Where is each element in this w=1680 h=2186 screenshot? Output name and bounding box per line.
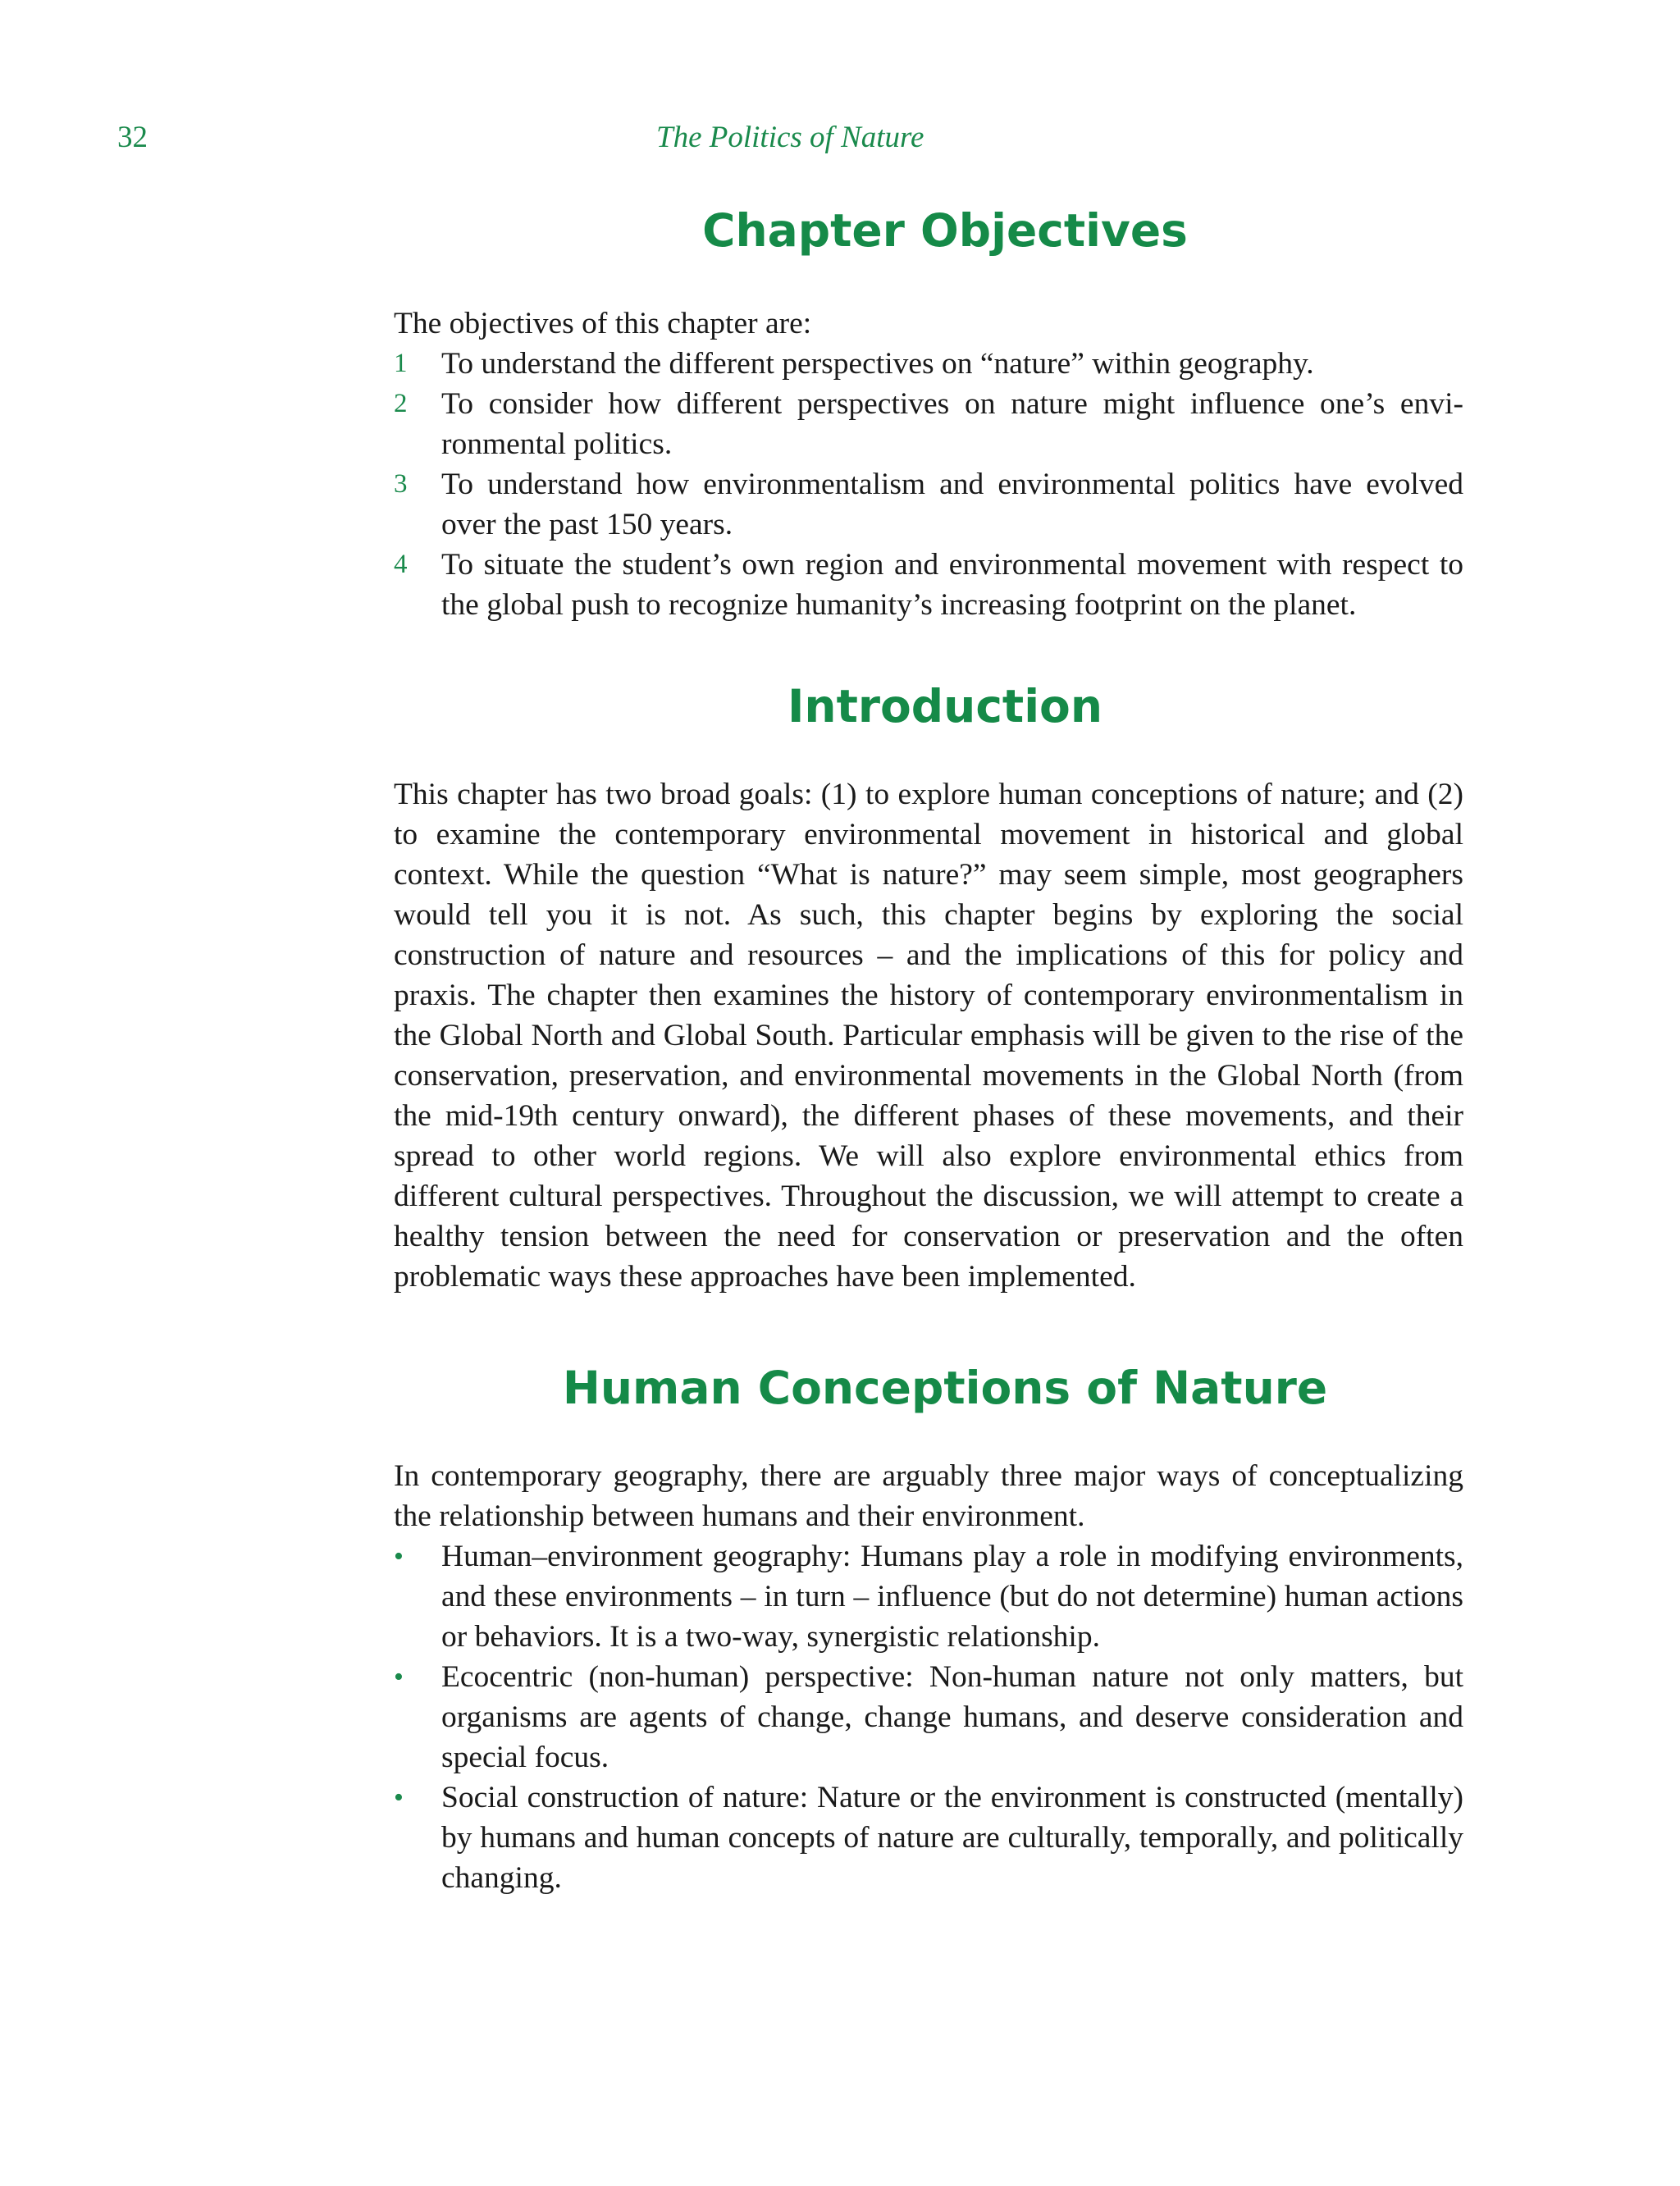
page-number: 32	[117, 121, 148, 154]
objective-item	[394, 464, 1463, 545]
objective-text: To situate the student’s own region and environmental movement with respect to the global push to recognize humanity’s increasing footprint on the planet.	[441, 548, 1463, 622]
human-conceptions-paragraph: In contemporary geography, there are arguably three major ways of conceptualizing the relationship between humans and their environment.	[394, 1459, 1463, 1533]
conception-item	[394, 1657, 1463, 1778]
introduction-heading: Introduction	[787, 680, 1103, 732]
objective-number: 3	[394, 469, 408, 499]
objective-number: 1	[394, 349, 408, 378]
introduction-paragraph: This chapter has two broad goals: (1) to explore human conceptions of nature; and (2) to examine the contemporary environmental movement in historical and global context. While the question “What is nature?” may seem simple, most geographers would tell you it is not. As such, this chapter begins by exploring the social construction of nature and resources – and the implications of this for policy and praxis. The chapter then examines the history of contemporary environmentalism in the Global North and Global South. Particular emphasis will be given to the rise of the conservation, preservation, and environmental movements in the Global North (from the mid-19th century onward), the different phases of these movements, and their spread to other world regions. We will also explore environmental ethics from different cultural perspectives. Throughout the discussion, we will attempt to create a healthy tension between the need for conservation or preservation and the often problematic ways these approaches have been implemented.	[394, 778, 1463, 1294]
bullet-icon: •	[394, 1541, 404, 1572]
conception-text: Ecocentric (non-human) perspective: Non-human nature not only matters, but organisms are agents of change, change humans, and deserve consideration and special focus.	[441, 1660, 1463, 1774]
objective-item	[394, 545, 1463, 625]
conception-item	[394, 1536, 1463, 1657]
chapter-objectives-heading: Chapter Objectives	[702, 204, 1188, 257]
conception-text: Social construction of nature: Nature or the environment is constructed (mentally) by humans and human concepts of nature are culturally, temporally, and politically changing.	[441, 1781, 1463, 1895]
objective-number: 4	[394, 550, 408, 579]
objective-text: To consider how different perspectives on nature might influence one’s environmental politics.	[441, 387, 1463, 461]
objective-item	[394, 384, 1463, 464]
bullet-icon: •	[394, 1662, 404, 1692]
objective-number: 2	[394, 389, 408, 418]
objective-text: To understand how environmentalism and environmental politics have evolved over the past 150 years.	[441, 468, 1463, 541]
objectives-list	[394, 344, 1463, 625]
running-head	[0, 120, 1680, 161]
conceptions-list	[394, 1536, 1463, 1898]
objective-text: To understand the different perspectives on “nature” within geography.	[441, 347, 1314, 381]
human-conceptions-heading: Human Conceptions of Nature	[562, 1362, 1328, 1414]
bullet-icon: •	[394, 1782, 404, 1813]
objective-item	[394, 344, 1463, 384]
page-content	[394, 197, 1463, 1898]
conception-text: Human–environment geography: Humans play a role in modifying environments, and these environments – in turn – influence (but do not determine) human actions or behaviors. It is a two-way, synergistic relationship.	[441, 1540, 1463, 1654]
running-title: The Politics of Nature	[656, 121, 924, 154]
conception-item	[394, 1778, 1463, 1898]
objectives-intro: The objectives of this chapter are:	[394, 307, 812, 340]
